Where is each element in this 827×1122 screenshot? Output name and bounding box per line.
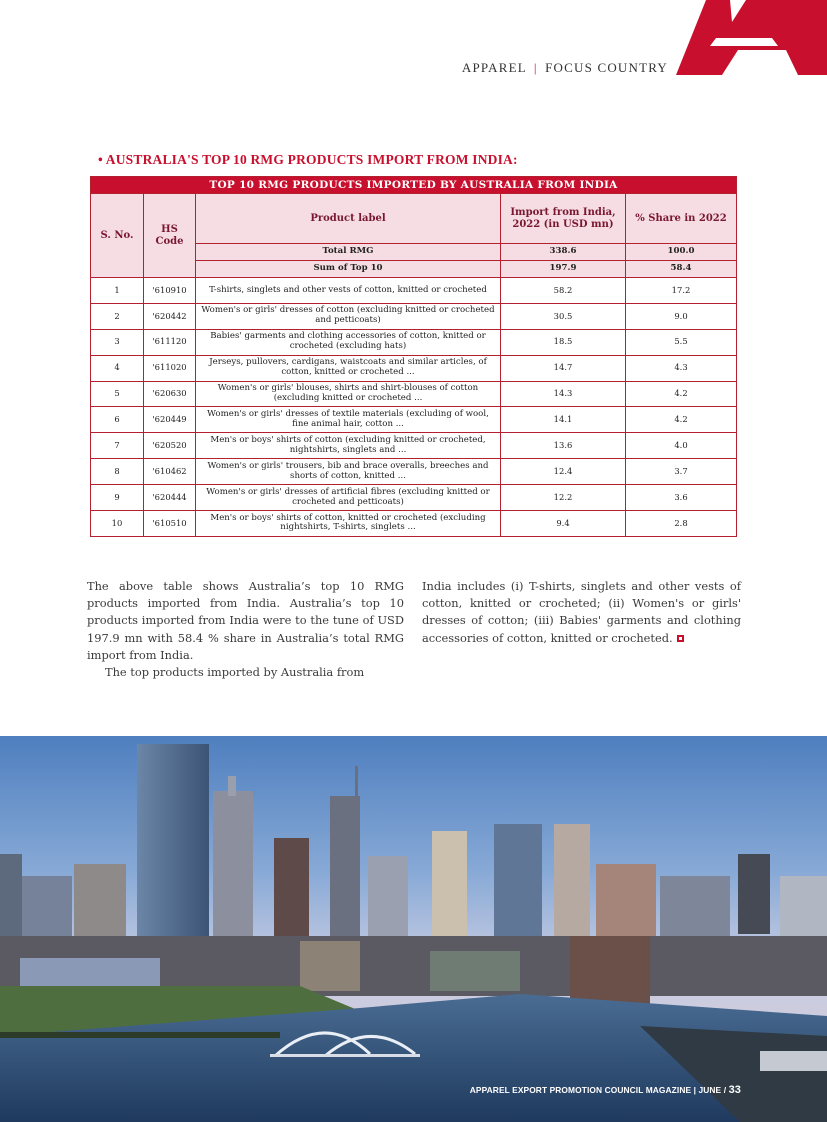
- row-hs-code: '620442: [144, 303, 196, 329]
- row-hs-code: '620630: [144, 381, 196, 407]
- table-body: [91, 278, 737, 537]
- issue-month: JUNE: [698, 1085, 722, 1095]
- col-header-share: % Share in 2022: [626, 194, 737, 244]
- section-name: APPAREL: [461, 60, 527, 75]
- row-import-value: 13.6: [501, 433, 626, 459]
- row-share-value: 3.6: [626, 485, 737, 511]
- row-product-label: Women's or girls' blouses, shirts and shirt-blouses of cotton (excluding knitted or crocheted ...: [196, 381, 501, 407]
- row-sno: 1: [91, 278, 144, 304]
- row-product-label: T-shirts, singlets and other vests of cotton, knitted or crocheted: [196, 278, 501, 304]
- table-caption: TOP 10 RMG PRODUCTS IMPORTED BY AUSTRALIA FROM INDIA: [91, 177, 737, 194]
- table-row: [91, 485, 737, 511]
- total-rmg-label: Total RMG: [196, 244, 501, 261]
- row-import-value: 12.4: [501, 459, 626, 485]
- footer-separator: |: [693, 1085, 697, 1095]
- row-hs-code: '610510: [144, 511, 196, 537]
- col-header-sno: S. No.: [91, 194, 144, 278]
- row-share-value: 4.0: [626, 433, 737, 459]
- subsection-name: FOCUS COUNTRY: [545, 60, 668, 75]
- table-row: [91, 329, 737, 355]
- row-import-value: 14.1: [501, 407, 626, 433]
- row-share-value: 5.5: [626, 329, 737, 355]
- table-row: [91, 511, 737, 537]
- row-import-value: 14.3: [501, 381, 626, 407]
- body-column-left: [87, 578, 404, 681]
- row-hs-code: '611020: [144, 355, 196, 381]
- row-share-value: 4.3: [626, 355, 737, 381]
- row-import-value: 58.2: [501, 278, 626, 304]
- row-import-value: 14.7: [501, 355, 626, 381]
- magazine-name: APPAREL EXPORT PROMOTION COUNCIL MAGAZINE: [469, 1085, 692, 1095]
- footer-slash: /: [723, 1085, 727, 1095]
- row-product-label: Jerseys, pullovers, cardigans, waistcoats and similar articles, of cotton, knitted or crocheted ...: [196, 355, 501, 381]
- table-row: [91, 303, 737, 329]
- table-row: [91, 278, 737, 304]
- body-paragraph-text: India includes (i) T-shirts, singlets and other vests of cotton, knitted or crocheted; (ii) Women's or girls' dresses of cotton; (iii) Babies' garments and clothing accessories of cotton, knitted or crocheted.: [422, 579, 741, 645]
- magazine-logo-a: [676, 0, 827, 75]
- row-sno: 8: [91, 459, 144, 485]
- row-hs-code: '620449: [144, 407, 196, 433]
- row-product-label: Women's or girls' dresses of cotton (excluding knitted or crocheted and petticoats): [196, 303, 501, 329]
- row-hs-code: '620444: [144, 485, 196, 511]
- row-sno: 5: [91, 381, 144, 407]
- table-row: [91, 407, 737, 433]
- col-header-product-label: Product label: [196, 194, 501, 244]
- end-mark-icon: [677, 635, 684, 642]
- page-number: 33: [728, 1084, 741, 1096]
- sum-top10-import: 197.9: [501, 261, 626, 278]
- row-product-label: Women's or girls' trousers, bib and brace overalls, breeches and shorts of cotton, knitted ...: [196, 459, 501, 485]
- body-paragraph: The above table shows Australia’s top 10 RMG products imported from India. Australia’s top 10 products imported from India were to the tune of USD 197.9 mn with 58.4 % share in Australia’s total RMG import from India.: [87, 579, 404, 662]
- row-import-value: 12.2: [501, 485, 626, 511]
- row-hs-code: '610462: [144, 459, 196, 485]
- sum-top10-label: Sum of Top 10: [196, 261, 501, 278]
- row-product-label: Women's or girls' dresses of artificial fibres (excluding knitted or crocheted and petticoats): [196, 485, 501, 511]
- row-share-value: 17.2: [626, 278, 737, 304]
- section-heading: • AUSTRALIA'S TOP 10 RMG PRODUCTS IMPORT FROM INDIA:: [98, 152, 518, 167]
- row-product-label: Women's or girls' dresses of textile materials (excluding of wool, fine animal hair, cotton ...: [196, 407, 501, 433]
- row-share-value: 2.8: [626, 511, 737, 537]
- row-sno: 4: [91, 355, 144, 381]
- row-product-label: Men's or boys' shirts of cotton, knitted or crocheted (excluding nightshirts, T-shirts, singlets ...: [196, 511, 501, 537]
- rmg-products-table: [90, 176, 736, 537]
- row-sno: 9: [91, 485, 144, 511]
- col-header-import: Import from India, 2022 (in USD mn): [501, 194, 626, 244]
- row-import-value: 9.4: [501, 511, 626, 537]
- row-sno: 10: [91, 511, 144, 537]
- table-row: [91, 381, 737, 407]
- total-rmg-share: 100.0: [626, 244, 737, 261]
- row-hs-code: '610910: [144, 278, 196, 304]
- row-hs-code: '620520: [144, 433, 196, 459]
- sum-top10-share: 58.4: [626, 261, 737, 278]
- row-sno: 7: [91, 433, 144, 459]
- row-hs-code: '611120: [144, 329, 196, 355]
- row-sno: 6: [91, 407, 144, 433]
- row-share-value: 3.7: [626, 459, 737, 485]
- row-sno: 2: [91, 303, 144, 329]
- total-rmg-import: 338.6: [501, 244, 626, 261]
- row-product-label: Men's or boys' shirts of cotton (excluding knitted or crocheted, nightshirts, singlets and ...: [196, 433, 501, 459]
- section-header: [462, 60, 668, 76]
- body-column-right: [422, 578, 741, 647]
- row-product-label: Babies' garments and clothing accessories of cotton, knitted or crocheted (excluding hats): [196, 329, 501, 355]
- page-footer: [470, 1084, 741, 1096]
- table-row: [91, 459, 737, 485]
- row-import-value: 18.5: [501, 329, 626, 355]
- city-skyline-photo: [0, 736, 827, 1122]
- row-sno: 3: [91, 329, 144, 355]
- row-share-value: 9.0: [626, 303, 737, 329]
- table-row: [91, 433, 737, 459]
- body-paragraph: The top products imported by Australia from: [105, 665, 365, 680]
- body-paragraph: [422, 578, 741, 647]
- row-share-value: 4.2: [626, 381, 737, 407]
- table-row: [91, 355, 737, 381]
- row-share-value: 4.2: [626, 407, 737, 433]
- header-separator: |: [533, 60, 538, 75]
- col-header-hs-code: HS Code: [144, 194, 196, 278]
- row-import-value: 30.5: [501, 303, 626, 329]
